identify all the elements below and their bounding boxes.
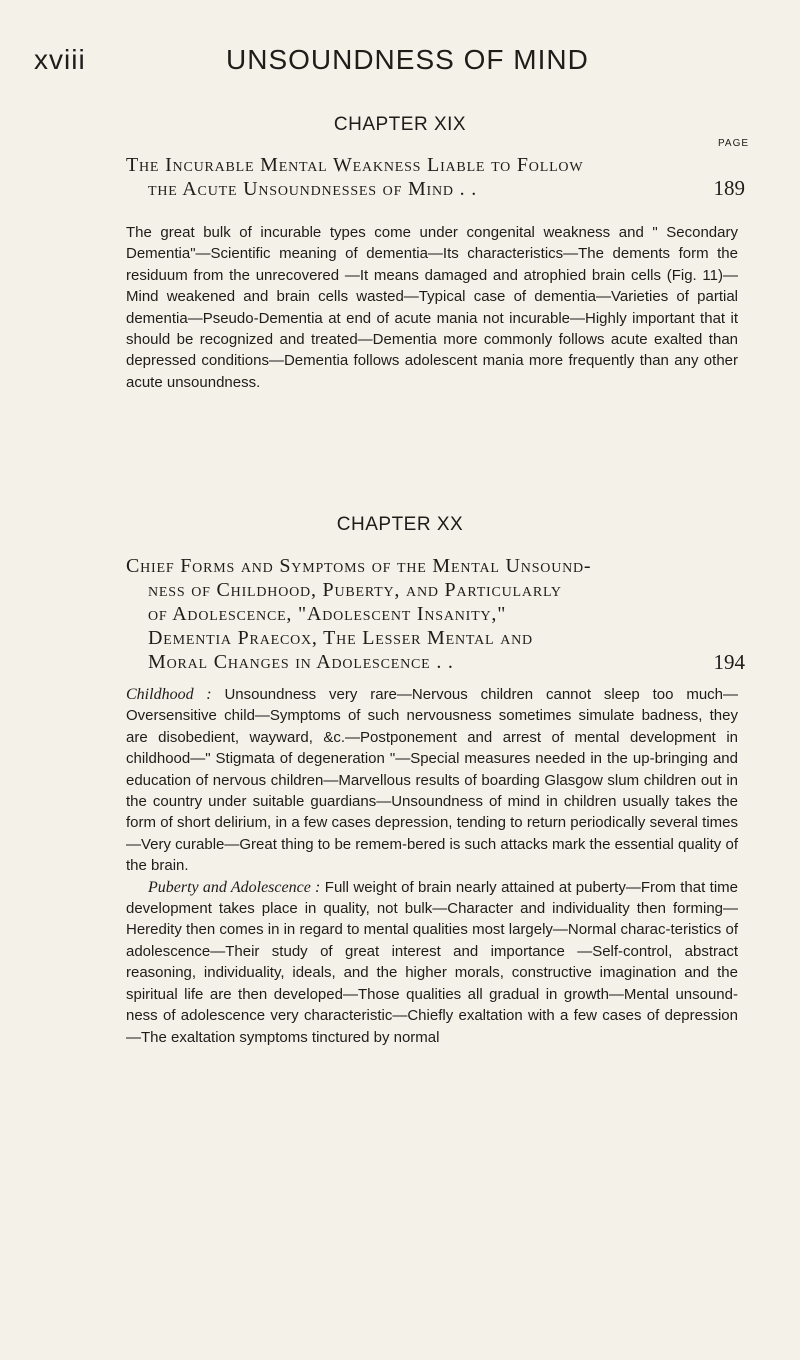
chapter-20-page-number: 194 (713, 650, 745, 674)
chapter-19-page-number: 189 (713, 176, 745, 200)
chapter-19-heading: CHAPTER XIX (333, 114, 467, 135)
adolescence-label: Puberty and Adolescence : (148, 878, 321, 896)
chapter-20-title-line: ness of Childhood, Puberty, and Particularly (148, 579, 562, 601)
chapter-19-title-line: The Incurable Mental Weakness Liable to Follow (126, 154, 584, 176)
chapter-20-heading: CHAPTER XX (336, 514, 464, 535)
running-title: UNSOUNDNESS OF MIND (226, 44, 589, 75)
chapter-20-title-line: Chief Forms and Symptoms of the Mental Unsound- (126, 555, 592, 577)
running-head (34, 44, 774, 84)
chapter-19-title (126, 153, 684, 201)
chapter-19-summary: The great bulk of incurable types come under congenital weakness and " Secondary Dementia"—Scientific meaning of dementia—Its characteristics—The dements form the residuum from the unrecovered —It means damaged and atrophied brain cells (Fig. 11)—Mind weakened and brain cells wasted—Typical case of dementia—Varieties of partial dementia—Pseudo-Dementia at end of acute mania not incurable—Highly important that it should be recognized and treated—Dementia more commonly follows acute exalted than depressed conditions—Dementia follows adolescent mania more frequently than any other acute unsoundness. (126, 224, 738, 391)
adolescence-paragraph (126, 877, 738, 1048)
childhood-label: Childhood : (126, 686, 212, 703)
chapter-20-title-line: Dementia Praecox, The Lesser Mental and (148, 627, 533, 649)
chapter-20-title (126, 554, 684, 674)
childhood-text: Unsoundness very rare—Nervous children cannot sleep too much—Oversensitive child—Symptoms of such nervousness sometimes simulate badness, they are disobedient, wayward, &c.—Postponement and arrest of mental development in childhood—" Stigmata of degeneration "—Special measures needed in the up-bringing and education of nervous children—Marvellous results of boarding Glasgow slum children out in the country under suitable guardians—Unsoundness of mind in children usually takes the form of short delirium, in a few cases depression, tending to return periodically several times—Very curable—Great thing to be remem-bered is such attacks mark the essential quality of the brain. (126, 686, 738, 875)
page-column-label: PAGE (718, 138, 750, 149)
chapter-20-title-line: Moral Changes in Adolescence . . (148, 651, 454, 673)
chapter-20-title-line: of Adolescence, "Adolescent Insanity," (148, 603, 507, 625)
chapter-19-title-line: the Acute Unsoundnesses of Mind . . (148, 178, 478, 200)
page-folio: xviii (34, 44, 86, 75)
chapter-20-summary (126, 684, 738, 1048)
adolescence-text: Full weight of brain nearly attained at puberty—From that time development takes place in quality, not bulk—Character and individuality then forming—Heredity then comes in in regard to mental qualities most largely—Normal charac-teristics of adolescence—Their study of great interest and importance —Self-control, abstract reasoning, individuality, ideals, and the higher morals, constructive imagination and the spiritual life are then developed—Those qualities all gradual in growth—Mental unsound-ness of adolescence very characteristic—Chiefly exaltation with a few cases of depression—The exaltation symptoms tinctured by normal (126, 878, 738, 1046)
